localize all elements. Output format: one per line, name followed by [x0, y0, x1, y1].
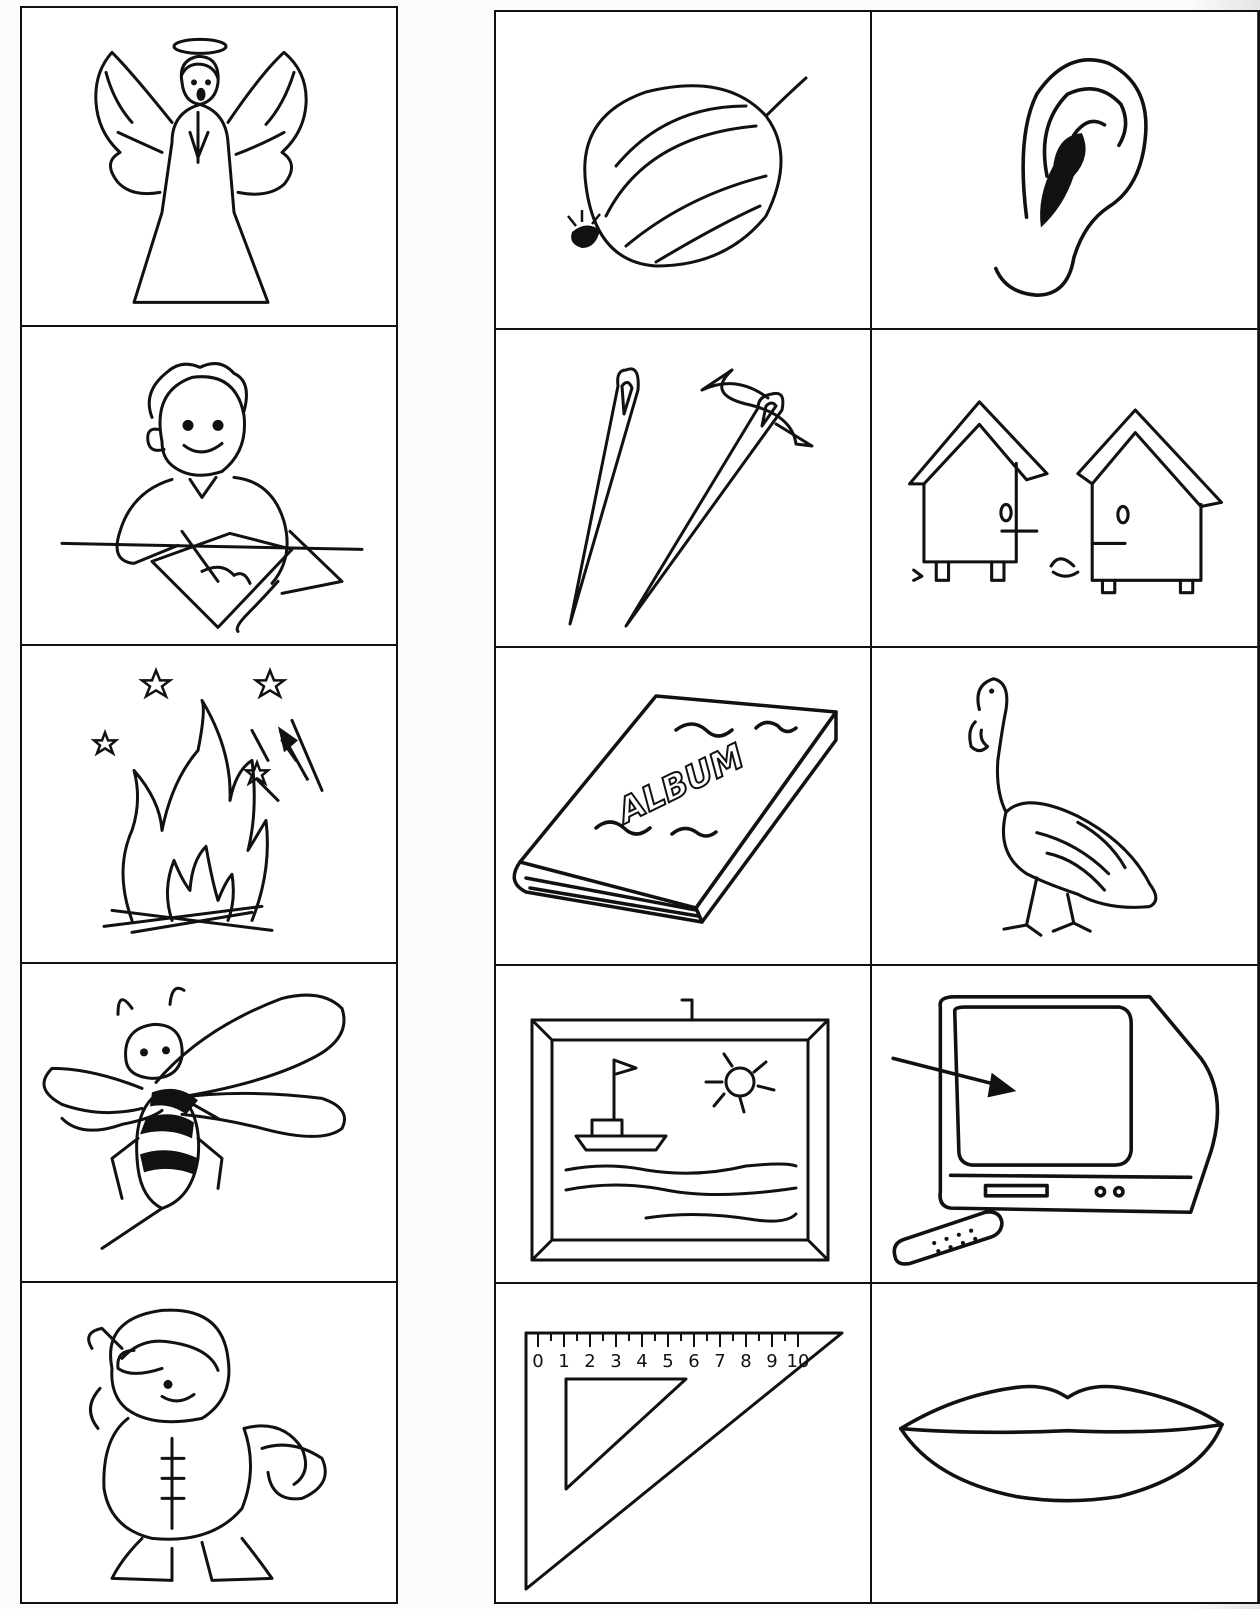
television-picture: [872, 966, 1257, 1282]
card-eskimo: [22, 1283, 396, 1602]
ruler-digit: 7: [714, 1351, 726, 1372]
set-square-picture: [496, 1284, 870, 1602]
ear-picture: [872, 12, 1257, 328]
beehives-picture: [872, 330, 1257, 646]
ruler-digit: 4: [636, 1351, 648, 1372]
card-turkey: [872, 648, 1258, 966]
angel-picture: [22, 8, 396, 325]
card-set-square: [496, 1284, 872, 1602]
wasp-picture: [22, 964, 396, 1281]
card-beehives: [872, 330, 1258, 648]
needles-picture: [496, 330, 870, 646]
left-picture-column: [20, 6, 398, 1604]
ruler-digit: 0: [532, 1351, 544, 1372]
gooseberry-picture: [496, 12, 870, 328]
card-television: [872, 966, 1258, 1284]
campfire-picture: [22, 646, 396, 963]
turkey-picture: [872, 648, 1257, 964]
card-album: [496, 648, 872, 966]
right-picture-grid: [494, 10, 1260, 1604]
card-angel: [22, 8, 396, 327]
eskimo-picture: [22, 1283, 396, 1602]
ruler-digit: 10: [786, 1351, 810, 1372]
framed-painting-picture: [496, 966, 870, 1282]
ruler-digit: 6: [688, 1351, 700, 1372]
card-wasp: [22, 964, 396, 1283]
ruler-digit: 5: [662, 1351, 674, 1372]
card-ear: [872, 12, 1258, 330]
ruler-digit: 1: [558, 1351, 570, 1372]
ruler-ticks: [538, 1333, 798, 1347]
album-picture: [496, 648, 870, 964]
card-campfire: [22, 646, 396, 965]
card-boy-writing: [22, 327, 396, 646]
ruler-digit: 3: [610, 1351, 622, 1372]
album-title: ALBUM: [611, 736, 751, 832]
boy-writing-picture: [22, 327, 396, 644]
ruler-digit: 8: [740, 1351, 752, 1372]
ruler-digit: 9: [766, 1351, 778, 1372]
ruler-digit: 2: [584, 1351, 596, 1372]
ruler-digits: [532, 1351, 809, 1372]
card-needles: [496, 330, 872, 648]
card-lips: [872, 1284, 1258, 1602]
card-framed-painting: [496, 966, 872, 1284]
card-gooseberry: [496, 12, 872, 330]
lips-picture: [872, 1284, 1257, 1602]
